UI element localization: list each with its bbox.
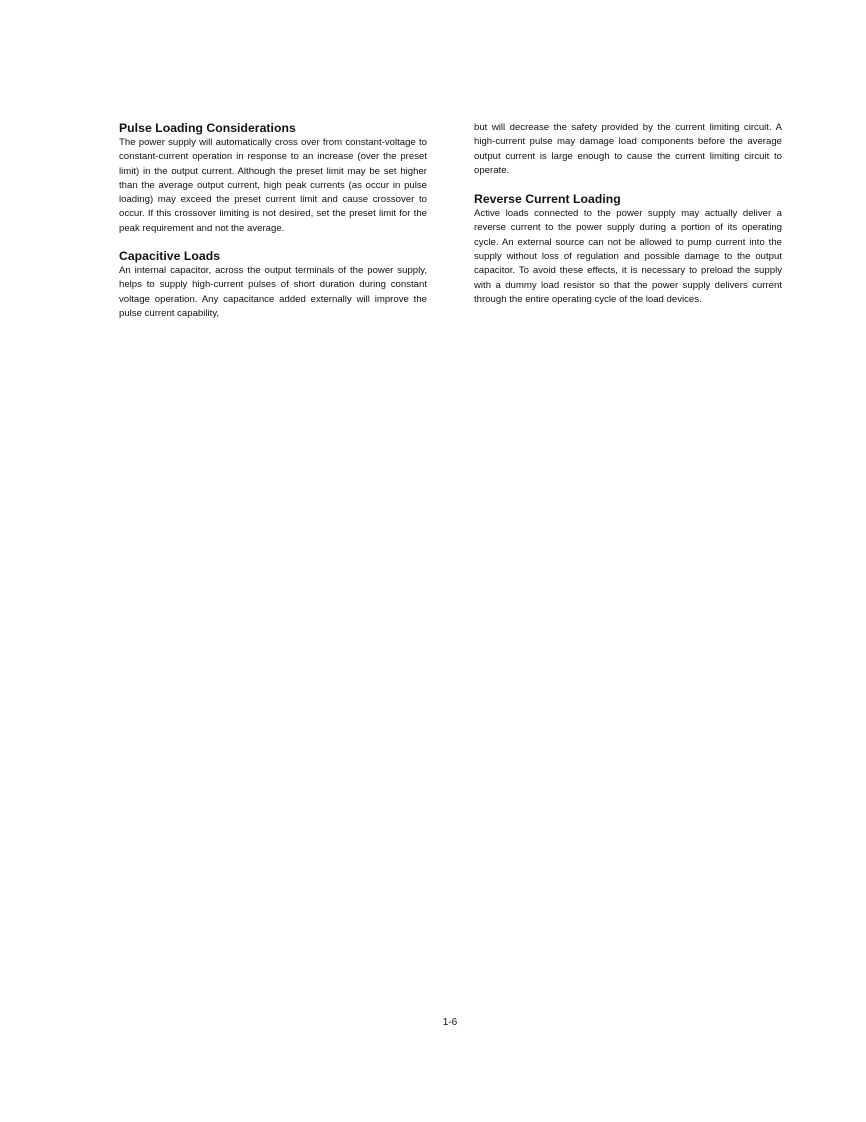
section-spacer xyxy=(474,178,782,192)
reverse-current-section xyxy=(474,192,782,307)
capacitive-loads-heading: Capacitive Loads xyxy=(119,249,221,264)
pulse-loading-heading: Pulse Loading Considerations xyxy=(119,121,296,135)
continuation-section xyxy=(474,121,782,178)
continuation-paragraph: but will decrease the safety provided by the current limiting circuit. A high-current pulse may damage load components before the average output current is large enough to cause the current limiting circuit to operate. xyxy=(474,122,782,176)
capacitive-loads-paragraph: An internal capacitor, across the output terminals of the power supply, helps to supply high-current pulses of short duration during constant voltage operation. Any capacitance added externally will improve the pulse current capability, xyxy=(119,265,427,319)
page-number: 1-6 xyxy=(442,1017,458,1028)
reverse-current-heading: Reverse Current Loading xyxy=(474,192,621,207)
pulse-loading-paragraph: The power supply will automatically cross over from constant-voltage to constant-current operation in response to an increase (over the preset limit) in the output current. Although the preset limit may be set higher than the average output current, high peak currents (as occur in pulse loading) may exceed the preset current limit and cause crossover to occur. If this crossover limiting is not desired, set the preset limit for the peak requirement and not the average. xyxy=(119,137,427,234)
capacitive-loads-section xyxy=(119,249,427,321)
right-column xyxy=(474,121,782,307)
section-spacer xyxy=(119,236,427,249)
reverse-current-paragraph: Active loads connected to the power supply may actually deliver a reverse current to the power supply during a portion of its operating cycle. An external source can not be allowed to pump current into the supply without loss of regulation and possible damage to the output capacitor. To avoid these effects, it is necessary to preload the supply with a dummy load resistor so that the power supply delivers current through the entire operating cycle of the load devices. xyxy=(474,208,782,305)
left-column xyxy=(119,121,427,321)
pulse-loading-section xyxy=(119,121,427,236)
